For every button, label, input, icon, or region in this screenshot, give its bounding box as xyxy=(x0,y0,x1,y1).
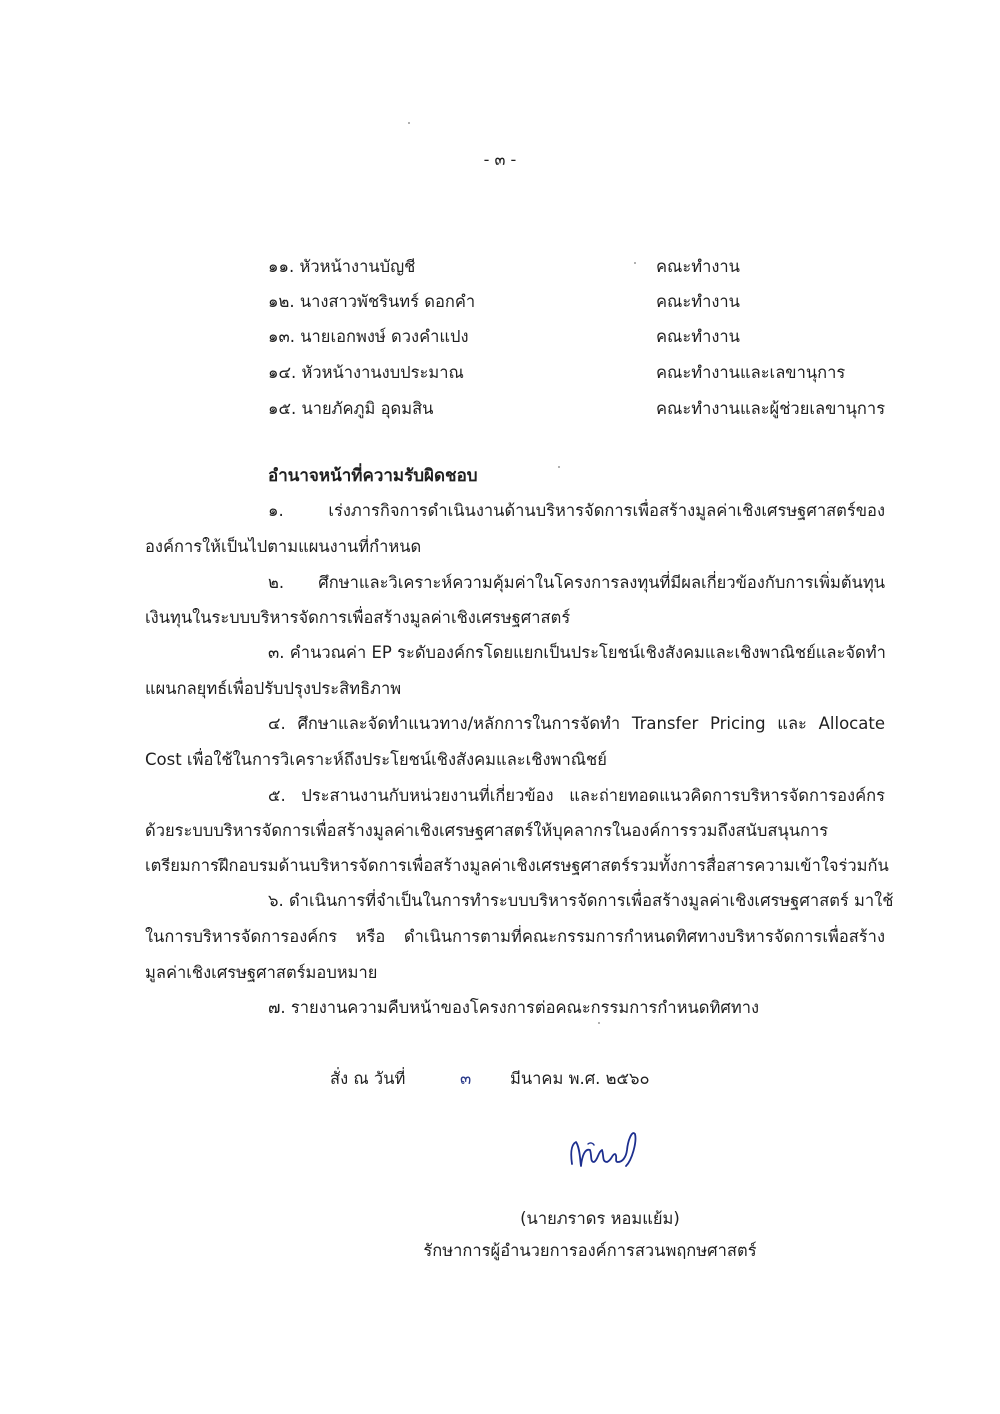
duty-5-line-1: ๕. ประสานงานกับหน่วยงานที่เกี่ยวข้อง และถ่ายทอดแนวคิดการบริหารจัดการองค์กร xyxy=(268,786,885,805)
order-date-month-year: มีนาคม พ.ศ. ๒๕๖๐ xyxy=(510,1069,650,1088)
scan-speck xyxy=(558,466,560,468)
duty-1-line-1: ๑. เร่งภารกิจการดำเนินงานด้านบริหารจัดการเพื่อสร้างมูลค่าเชิงเศรษฐศาสตร์ของ xyxy=(268,501,885,520)
duty-4-line-1: ๔. ศึกษาและจัดทำแนวทาง/หลักการในการจัดทำ Transfer Pricing และ Allocate xyxy=(268,714,885,733)
duty-5-line-2: ด้วยระบบบริหารจัดการเพื่อสร้างมูลค่าเชิงเศรษฐศาสตร์ให้บุคลากรในองค์การรวมถึงสนับสนุนการ xyxy=(145,821,829,840)
scan-speck xyxy=(408,122,410,124)
duty-5-line-3: เตรียมการฝึกอบรมด้านบริหารจัดการเพื่อสร้างมูลค่าเชิงเศรษฐศาสตร์รวมทั้งการสื่อสารความเข้าใจร่วมกัน xyxy=(145,856,889,875)
duty-2-line-2: เงินทุนในระบบบริหารจัดการเพื่อสร้างมูลค่าเชิงเศรษฐศาสตร์ xyxy=(145,608,571,627)
scan-speck xyxy=(598,1022,600,1024)
member-name: นายภัคภูมิ อุดมสิน xyxy=(301,399,434,418)
duty-6-line-3: มูลค่าเชิงเศรษฐศาสตร์มอบหมาย xyxy=(145,963,378,982)
member-number: ๑๑. xyxy=(268,257,295,276)
signature-image xyxy=(560,1120,650,1180)
member-role: คณะทำงาน xyxy=(656,292,740,311)
duty-1-line-2: องค์การให้เป็นไปตามแผนงานที่กำหนด xyxy=(145,537,422,556)
duty-7-line-1: ๗. รายงานความคืบหน้าของโครงการต่อคณะกรรมการกำหนดทิศทาง xyxy=(268,998,760,1017)
duties-heading: อำนาจหน้าที่ความรับผิดชอบ xyxy=(268,466,478,486)
signer-title: รักษาการผู้อำนวยการองค์การสวนพฤกษศาสตร์ xyxy=(423,1241,757,1260)
duty-4-line-2: Cost เพื่อใช้ในการวิเคราะห์ถึงประโยชน์เชิงสังคมและเชิงพาณิชย์ xyxy=(145,750,607,769)
member-name: นายเอกพงษ์ ดวงคำแปง xyxy=(300,327,469,346)
member-role: คณะทำงานและเลขานุการ xyxy=(656,363,846,382)
duty-6-line-1: ๖. ดำเนินการที่จำเป็นในการทำระบบบริหารจัดการเพื่อสร้างมูลค่าเชิงเศรษฐศาสตร์ มาใช้ xyxy=(268,891,894,910)
scan-speck xyxy=(634,262,636,264)
member-row xyxy=(268,324,469,350)
duty-3-line-1: ๓. คำนวณค่า EP ระดับองค์กรโดยแยกเป็นประโยชน์เชิงสังคมและเชิงพาณิชย์และจัดทำ xyxy=(268,643,886,662)
member-row xyxy=(268,254,415,280)
page-number: - ๓ - xyxy=(483,150,517,169)
member-number: ๑๒. xyxy=(268,292,295,311)
order-date-prefix: สั่ง ณ วันที่ xyxy=(330,1069,406,1088)
member-name: หัวหน้างานบัญชี xyxy=(299,257,416,276)
member-row xyxy=(268,396,433,422)
member-number: ๑๕. xyxy=(268,399,297,418)
signer-name: (นายภราดร หอมแย้ม) xyxy=(520,1209,680,1228)
member-row xyxy=(268,360,464,386)
member-role: คณะทำงานและผู้ช่วยเลขานุการ xyxy=(656,399,886,418)
duty-3-line-2: แผนกลยุทธ์เพื่อปรับปรุงประสิทธิภาพ xyxy=(145,679,402,698)
member-role: คณะทำงาน xyxy=(656,257,740,276)
duty-2-line-1: ๒. ศึกษาและวิเคราะห์ความคุ้มค่าในโครงการลงทุนที่มีผลเกี่ยวข้องกับการเพิ่มต้นทุน xyxy=(268,573,885,592)
member-number: ๑๓. xyxy=(268,327,295,346)
member-role: คณะทำงาน xyxy=(656,327,740,346)
member-number: ๑๔. xyxy=(268,363,297,382)
member-name: หัวหน้างานงบประมาณ xyxy=(301,363,464,382)
member-name: นางสาวพัชรินทร์ ดอกคำ xyxy=(299,292,476,311)
member-row xyxy=(268,289,475,315)
order-date-day: ๓ xyxy=(460,1069,472,1088)
duty-6-line-2: ในการบริหารจัดการองค์กร หรือ ดำเนินการตามที่คณะกรรมการกำหนดทิศทางบริหารจัดการเพื่อสร้าง xyxy=(145,927,885,946)
